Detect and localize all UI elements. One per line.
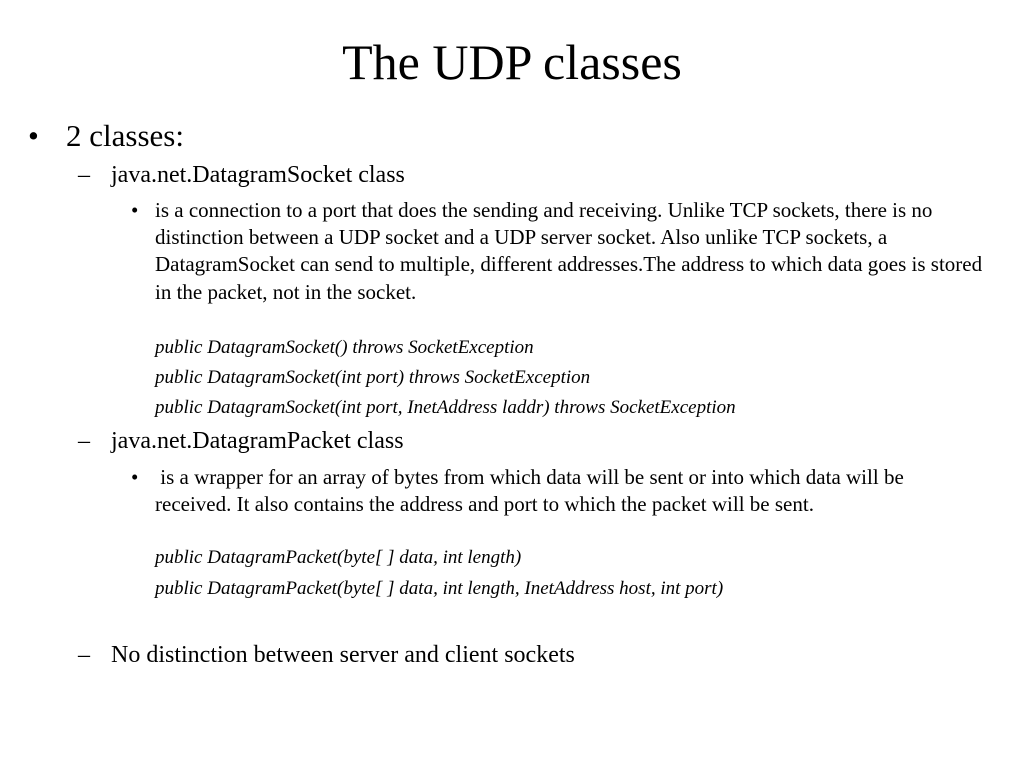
constructor-signature: public DatagramSocket(int port) throws SocketException (155, 367, 591, 388)
dash-icon: – (78, 162, 90, 188)
constructor-signature: public DatagramSocket(int port, InetAddress laddr) throws SocketException (155, 397, 736, 418)
dash-icon: – (78, 642, 90, 668)
top-level-item: 2 classes: (66, 118, 184, 153)
constructor-signature: public DatagramPacket(byte[ ] data, int length, InetAddress host, int port) (155, 578, 724, 599)
constructor-signature: public DatagramPacket(byte[ ] data, int length) (155, 547, 522, 568)
datagram-socket-heading: java.net.DatagramSocket class (111, 162, 405, 188)
datagram-socket-description: is a connection to a port that does the sending and receiving. Unlike TCP sockets, there is no distinction between a UDP socket and a UDP server socket. Also unlike TCP sockets, a DatagramSocket can send to multiple, different addresses.The address to which data goes is stored in the packet, not in the socket. (155, 198, 983, 304)
bullet-icon: • (28, 118, 39, 153)
closing-item: No distinction between server and client sockets (111, 642, 575, 668)
datagram-packet-description: is a wrapper for an array of bytes from which data will be sent or into which data will be received. It also contains the address and port to which the packet will be sent. (155, 465, 910, 517)
datagram-packet-heading: java.net.DatagramPacket class (111, 428, 404, 454)
bullet-icon: • (131, 198, 139, 222)
constructor-signature: public DatagramSocket() throws SocketException (155, 337, 534, 358)
dash-icon: – (78, 428, 90, 454)
slide-title: The UDP classes (342, 34, 682, 90)
bullet-icon: • (131, 465, 139, 489)
